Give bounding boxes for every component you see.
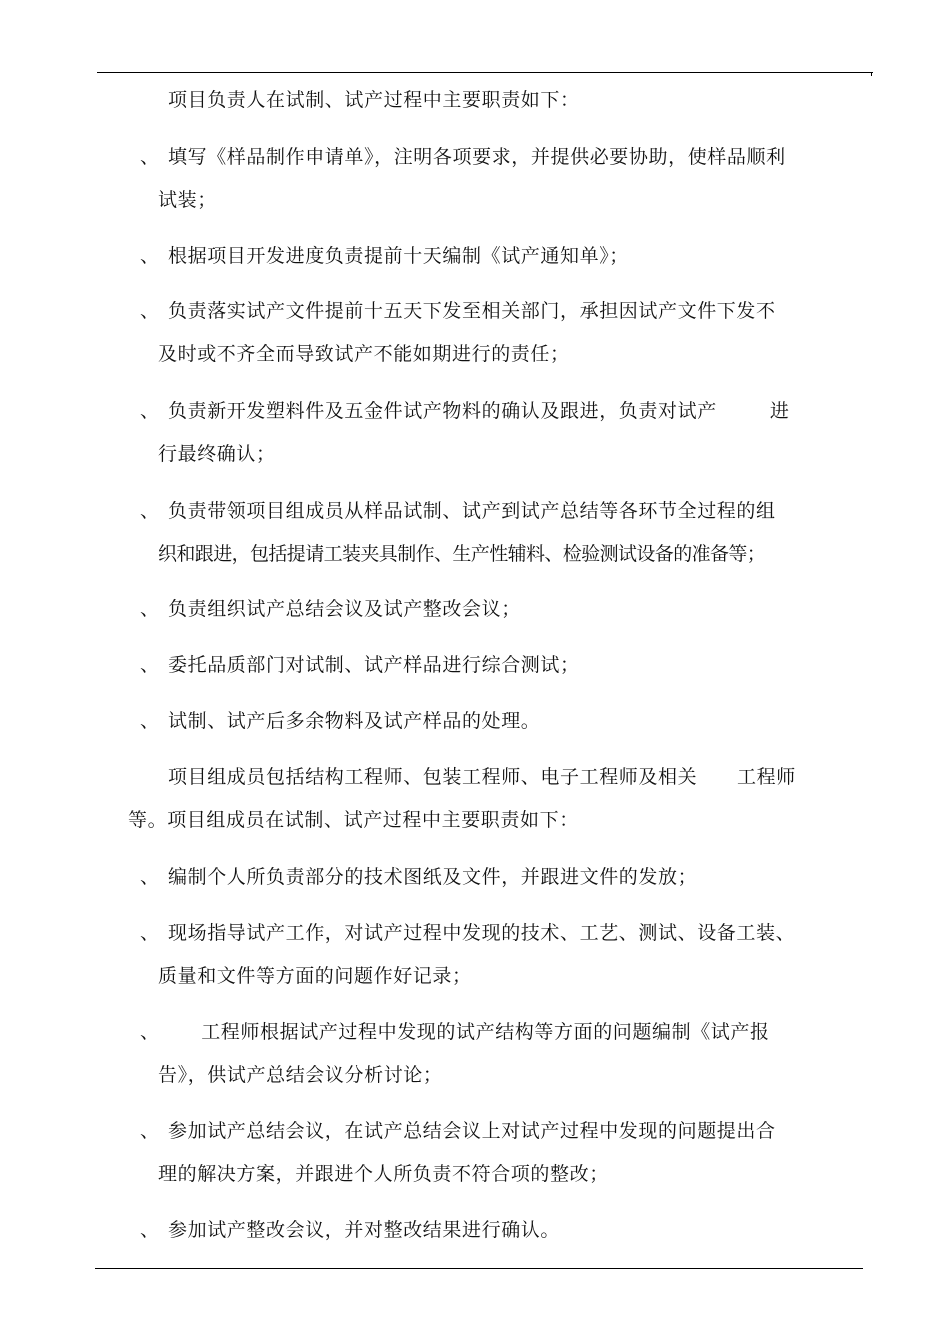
list-item-line: 行最终确认；	[158, 443, 276, 465]
list-item-line: 负责带领项目组成员从样品试制、试产到试产总结等各环节全过程的组	[168, 500, 776, 522]
list-item-line: 织和跟进，包括提请工装夹具制作、生产性辅料、检验测试设备的准备等；	[158, 543, 766, 565]
header-rule-tick	[871, 72, 872, 76]
bullet-mark: 、	[140, 500, 160, 522]
list-item-line: 参加试产整改会议，并对整改结果进行确认。	[168, 1219, 561, 1241]
bullet-mark: 、	[140, 710, 160, 732]
intro-paragraph-2-line-1: 项目组成员包括结构工程师、包装工程师、电子工程师及相关 工程师	[168, 766, 796, 788]
list-item-line: 告》，供试产总结会议分析讨论；	[158, 1064, 443, 1086]
list-item-line: 填写《样品制作申请单》，注明各项要求，并提供必要协助，使样品顺利	[168, 146, 786, 168]
list-item-line: 及时或不齐全而导致试产不能如期进行的责任；	[158, 343, 570, 365]
list-item-line: 参加试产总结会议，在试产总结会议上对试产过程中发现的问题提出合	[168, 1120, 776, 1142]
bullet-mark: 、	[140, 866, 160, 888]
list-item-line: 试装；	[158, 189, 217, 211]
list-item-line: 质量和文件等方面的问题作好记录；	[158, 965, 472, 987]
bullet-mark: 、	[140, 146, 160, 168]
list-item-line: 负责新开发塑料件及五金件试产物料的确认及跟进，负责对试产 进	[168, 400, 790, 422]
list-item-line: 理的解决方案，并跟进个人所负责不符合项的整改；	[158, 1163, 609, 1185]
list-item-line: 负责组织试产总结会议及试产整改会议；	[168, 598, 521, 620]
bullet-mark: 、	[140, 598, 160, 620]
intro-paragraph-2-line-2: 等。项目组成员在试制、试产过程中主要职责如下：	[128, 809, 579, 831]
header-rule	[97, 72, 873, 73]
bullet-mark: 、	[140, 1219, 160, 1241]
footer-rule	[95, 1268, 863, 1269]
list-item-line: 编制个人所负责部分的技术图纸及文件，并跟进文件的发放；	[168, 866, 698, 888]
list-item-line: 根据项目开发进度负责提前十天编制《试产通知单》；	[168, 245, 629, 267]
bullet-mark: 、	[140, 400, 160, 422]
bullet-mark: 、	[140, 300, 160, 322]
intro-paragraph-1: 项目负责人在试制、试产过程中主要职责如下：	[168, 89, 580, 111]
list-item-line: 委托品质部门对试制、试产样品进行综合测试；	[168, 654, 580, 676]
bullet-mark: 、	[140, 1120, 160, 1142]
list-item-line: 现场指导试产工作，对试产过程中发现的技术、工艺、测试、设备工装、	[168, 922, 796, 944]
list-item-line: 负责落实试产文件提前十五天下发至相关部门，承担因试产文件下发不	[168, 300, 776, 322]
bullet-mark: 、	[140, 654, 160, 676]
list-item-line: 工程师根据试产过程中发现的试产结构等方面的问题编制《试产报	[168, 1021, 770, 1043]
list-item-line: 试制、试产后多余物料及试产样品的处理。	[168, 710, 541, 732]
bullet-mark: 、	[140, 1021, 160, 1043]
bullet-mark: 、	[140, 245, 160, 267]
bullet-mark: 、	[140, 922, 160, 944]
